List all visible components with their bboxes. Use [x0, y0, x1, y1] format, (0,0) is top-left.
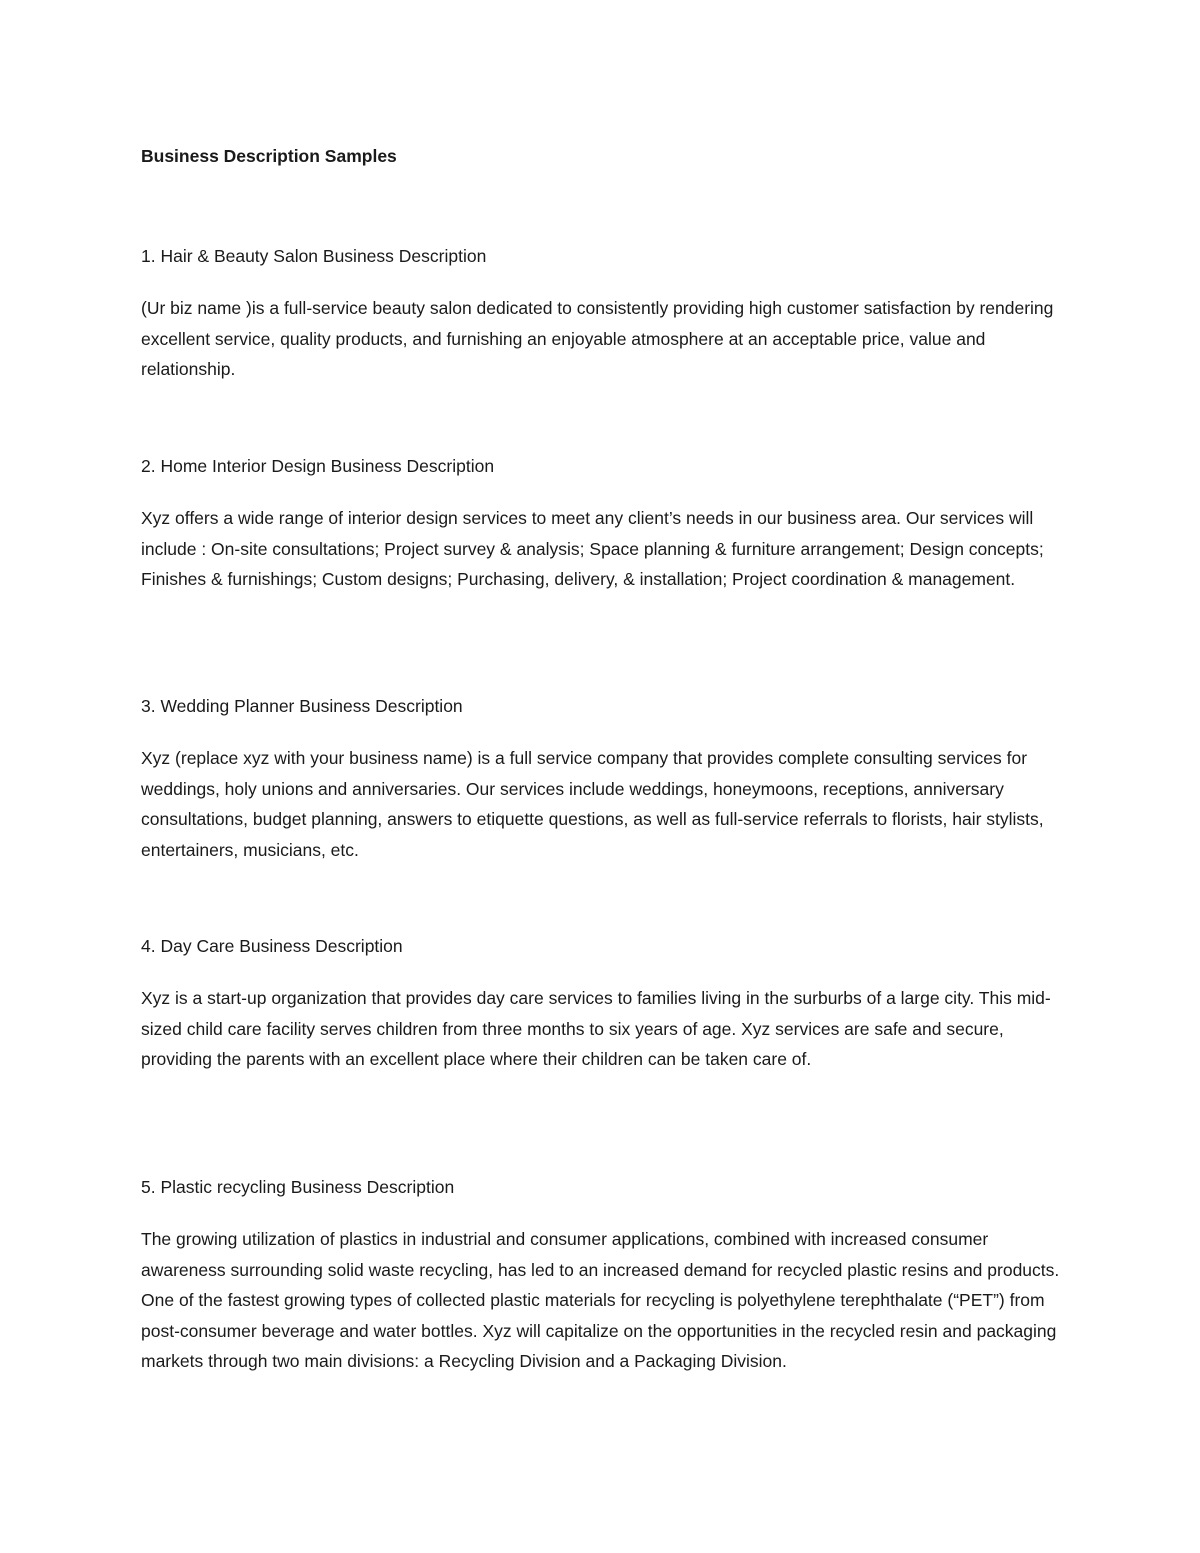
section-heading: 5. Plastic recycling Business Description — [141, 1177, 455, 1197]
section-home-interior-design — [141, 453, 1061, 595]
section-heading: 4. Day Care Business Description — [141, 936, 403, 956]
section-body: The growing utilization of plastics in industrial and consumer applications, combined with increased consumer awareness surrounding solid waste recycling, has led to an increased demand for recycled plastic resins and products. One of the fastest growing types of collected plastic materials for recycling is polyethylene terephthalate (“PET”) from post-consumer beverage and water bottles. Xyz will capitalize on the opportunities in the recycled resin and packaging markets through two main divisions: a Recycling Division and a Packaging Division. — [141, 1229, 1060, 1371]
section-body: Xyz offers a wide range of interior design services to meet any client’s needs in our business area. Our services will include : On-site consultations; Project survey & analysis; Space planning & furniture arrangement; Design concepts; Finishes & furnishings; Custom designs; Purchasing, delivery, & installation; Project coordination & management. — [141, 508, 1044, 589]
section-wedding-planner — [141, 693, 1061, 865]
section-heading: 2. Home Interior Design Business Description — [141, 456, 495, 476]
document-page — [141, 0, 1061, 1553]
section-day-care — [141, 933, 1061, 1075]
section-body: Xyz is a start-up organization that provides day care services to families living in the surburbs of a large city. This mid-sized child care facility serves children from three months to six years of age. Xyz services are safe and secure, providing the parents with an excellent place where their children can be taken care of. — [141, 988, 1051, 1069]
section-heading: 3. Wedding Planner Business Description — [141, 696, 463, 716]
document-title: Business Description Samples — [141, 146, 397, 166]
section-body: (Ur biz name )is a full-service beauty salon dedicated to consistently providing high customer satisfaction by rendering excellent service, quality products, and furnishing an enjoyable atmosphere at an acceptable price, value and relationship. — [141, 298, 1054, 379]
section-plastic-recycling — [141, 1174, 1061, 1377]
section-heading: 1. Hair & Beauty Salon Business Description — [141, 246, 487, 266]
section-body: Xyz (replace xyz with your business name) is a full service company that provides complete consulting services for weddings, holy unions and anniversaries. Our services include weddings, honeymoons, receptions, anniversary consultations, budget planning, answers to etiquette questions, as well as full-service referrals to florists, hair stylists, entertainers, musicians, etc. — [141, 748, 1044, 860]
section-hair-beauty-salon — [141, 243, 1061, 385]
